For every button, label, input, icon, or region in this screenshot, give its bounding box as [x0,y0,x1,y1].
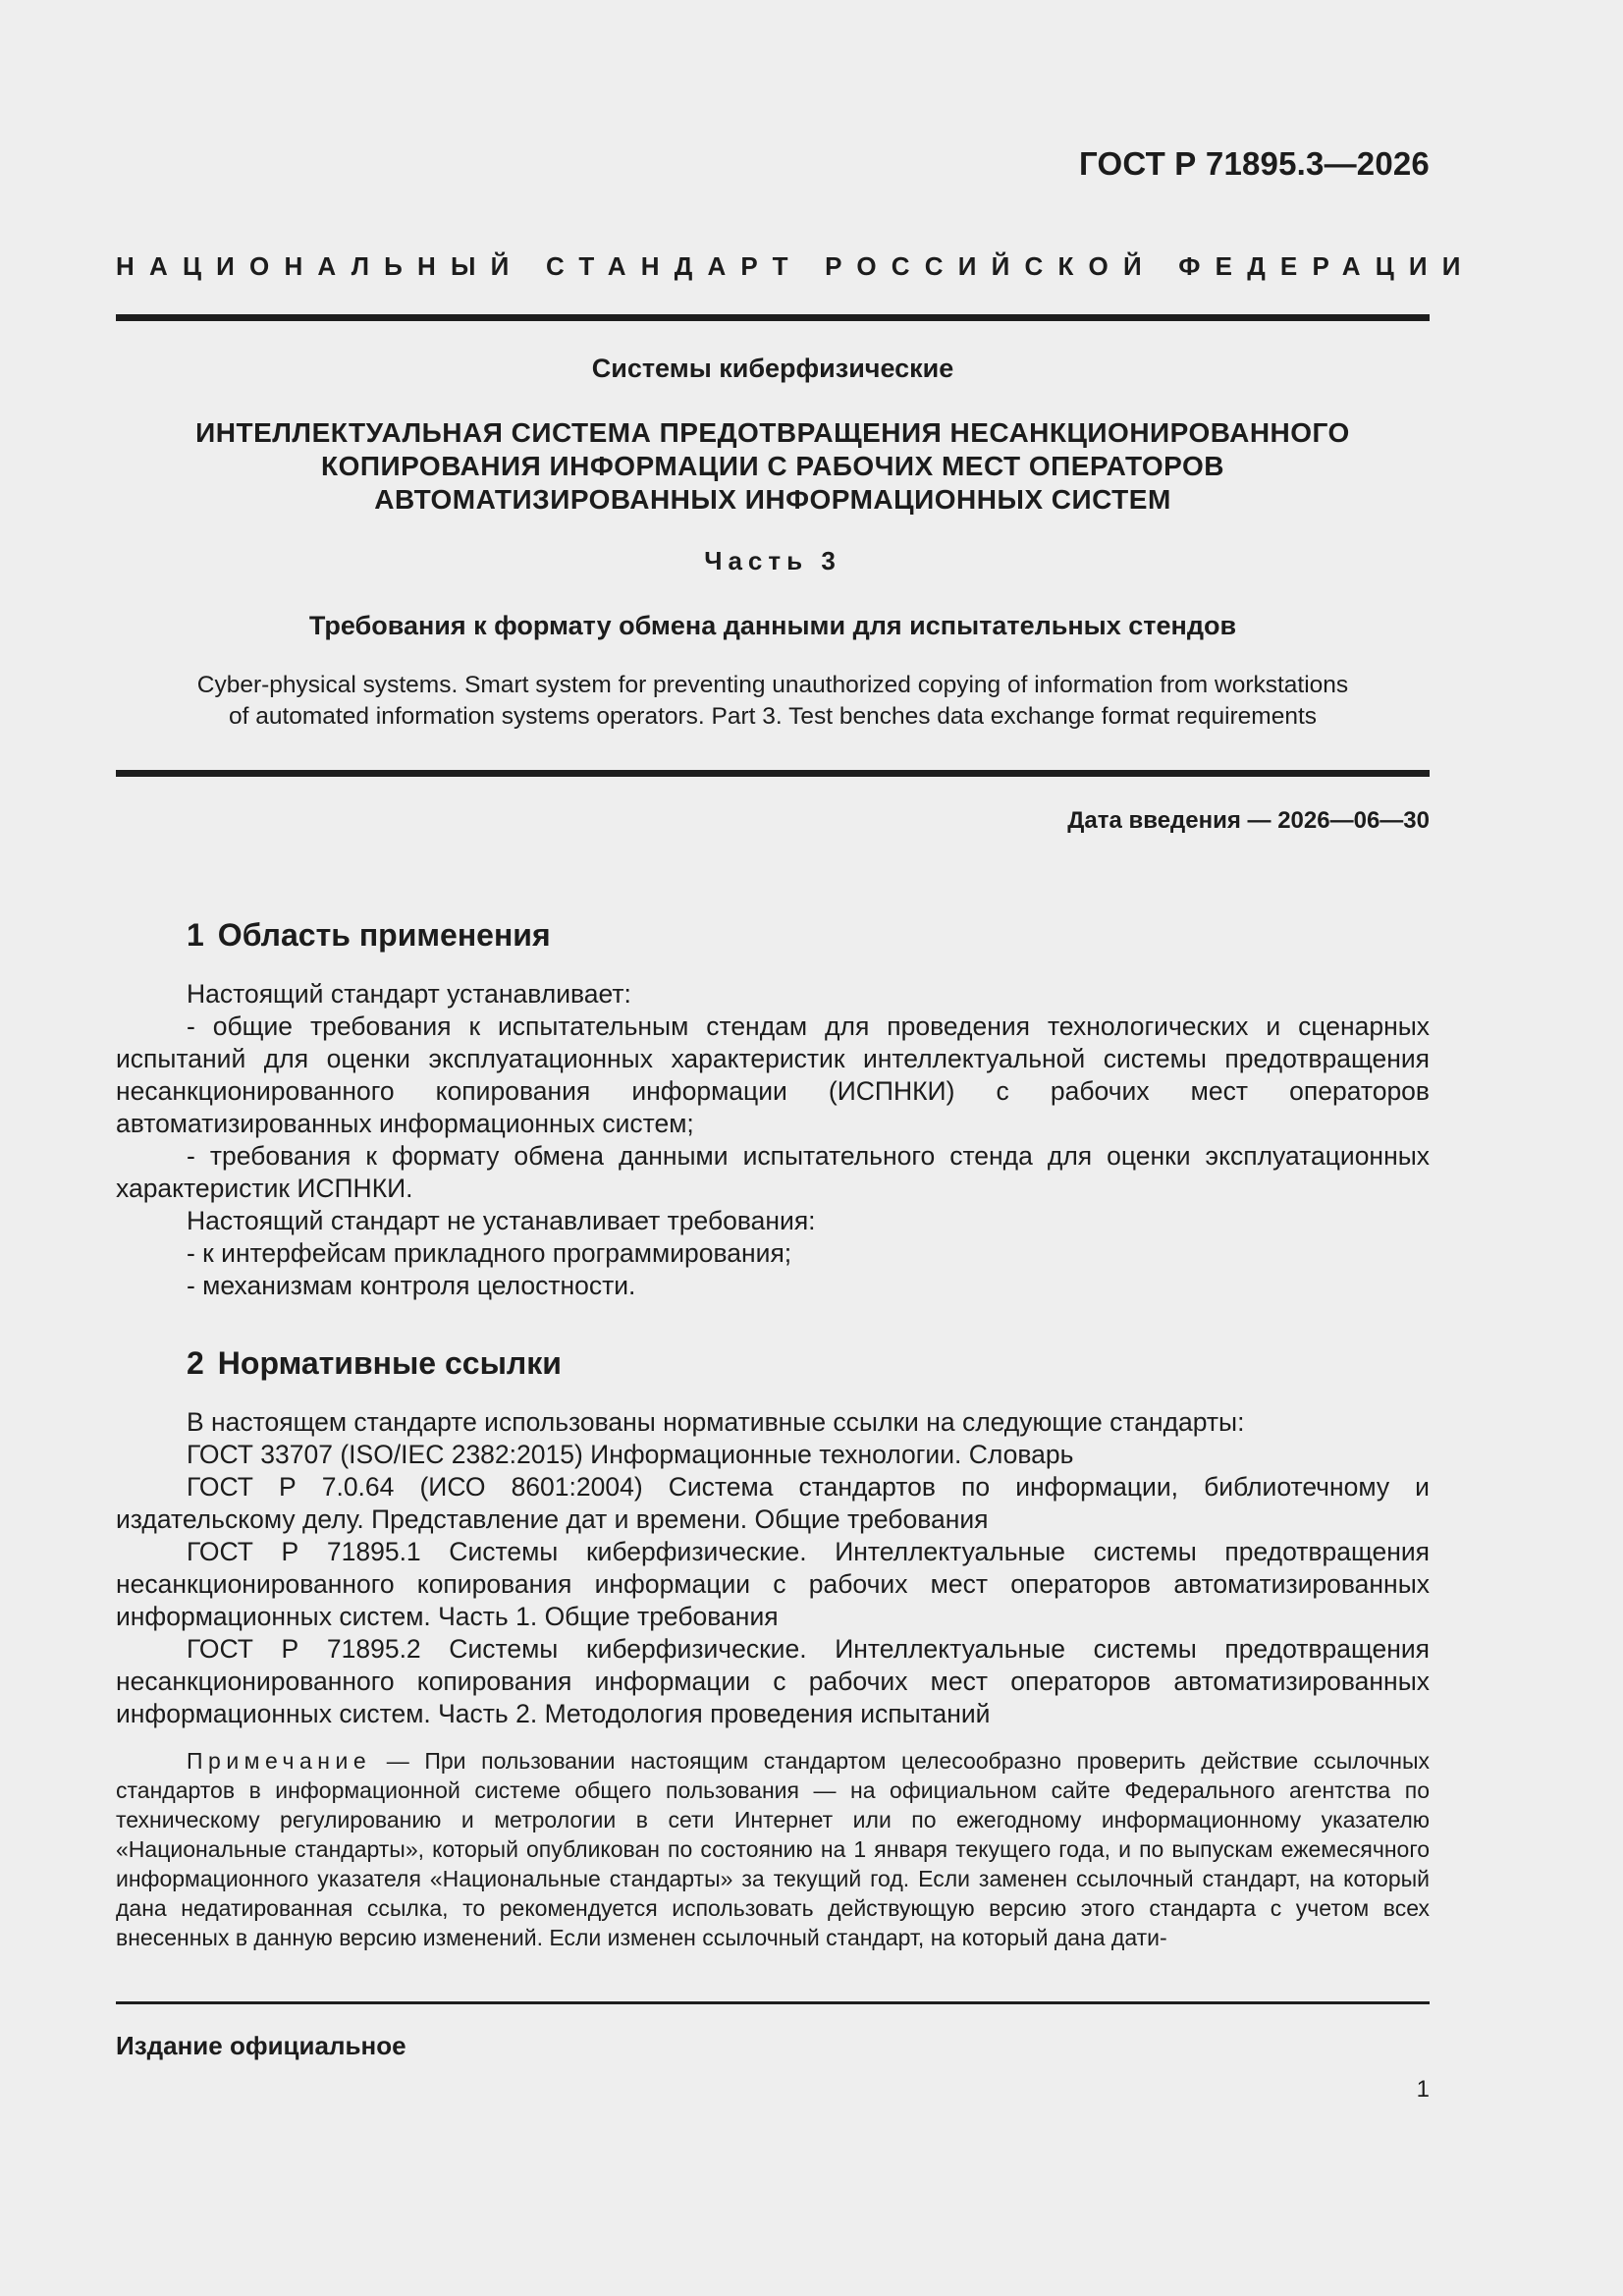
reference-entry: ГОСТ 33707 (ISO/IEC 2382:2015) Информационные технологии. Словарь [187,1440,1074,1469]
paragraph: - механизмам контроля целостности. [187,1271,636,1300]
paragraph: Настоящий стандарт не устанавливает требования: [187,1206,816,1235]
footer-rule [116,2001,1430,2004]
english-title-line: of automated information systems operators. Part 3. Test benches data exchange format requirements [228,703,1318,730]
note-text: — При пользовании настоящим стандартом целесообразно проверить действие ссылочных стандартов в информационной системе общего пользования — на официальном сайте Федерального агентства по техническому регулированию и метрологии в сети Интернет или по ежегодному информационному указателю «Национальные стандарты», который опубликован по состоянию на 1 января текущего года, и по выпускам ежемесячного информационного указателя «Национальные стандарты» за текущий год. Если заменен ссылочный стандарт, на который дана недатированная ссылка, то рекомендуется использовать действующую версию этого стандарта с учетом всех внесенных в данную версию изменений. Если изменен ссылочный стандарт, на который дана дати- [116,1748,1430,1950]
reference-entry: ГОСТ Р 71895.1 Системы киберфизические. Интеллектуальные системы предотвращения несанкционированного копирования информации с рабочих мест операторов автоматизированных информационных систем. Часть 1. Общие требования [116,1537,1430,1631]
document-number: ГОСТ Р 71895.3—2026 [1079,145,1430,182]
document-subtitle: Системы киберфизические [591,354,954,383]
document-main-title [116,416,1430,517]
document-part: Часть 3 [704,546,841,575]
paragraph: - общие требования к испытательным стендам для проведения технологических и сценарных испытаний для оценки эксплуатационных характеристик интеллектуальной системы предотвращения несанкционированного копирования информации (ИСПНКИ) с рабочих мест операторов автоматизированных информационных систем; [116,1011,1430,1138]
page-number: 1 [1416,2076,1430,2103]
paragraph: - к интерфейсам прикладного программирования; [187,1238,792,1268]
paragraph: Настоящий стандарт устанавливает: [187,979,631,1009]
english-title-line: Cyber-physical systems. Smart system for preventing unauthorized copying of information from workstations [196,672,1349,698]
section-1-body [116,978,1430,1302]
english-title [116,670,1430,733]
section-2-heading [187,1345,562,1382]
document-page [116,0,1476,2296]
section-title: Область применения [217,917,551,953]
reference-entry: ГОСТ Р 71895.2 Системы киберфизические. Интеллектуальные системы предотвращения несанкционированного копирования информации с рабочих мест операторов автоматизированных информационных систем. Часть 2. Методология проведения испытаний [116,1634,1430,1728]
section-title: Нормативные ссылки [217,1345,562,1381]
paragraph: В настоящем стандарте использованы нормативные ссылки на следующие стандарты: [187,1407,1245,1437]
reference-entry: ГОСТ Р 7.0.64 (ИСО 8601:2004) Система стандартов по информации, библиотечному и издательскому делу. Представление дат и времени. Общие требования [116,1472,1430,1534]
main-title-line: АВТОМАТИЗИРОВАННЫХ ИНФОРМАЦИОННЫХ СИСТЕМ [374,484,1171,515]
title-rule [116,770,1430,777]
main-title-line: ИНТЕЛЛЕКТУАЛЬНАЯ СИСТЕМА ПРЕДОТВРАЩЕНИЯ НЕСАНКЦИОНИРОВАННОГО [195,417,1350,448]
national-standard-header: НАЦИОНАЛЬНЫЙ СТАНДАРТ РОССИЙСКОЙ ФЕДЕРАЦИИ [116,251,1476,281]
note [116,1746,1430,1952]
section-number: 2 [187,1345,204,1381]
section-1-heading [187,917,551,954]
section-number: 1 [187,917,204,953]
section-2-body [116,1406,1430,1730]
header-rule [116,314,1430,321]
official-edition-label: Издание официальное [116,2031,406,2060]
paragraph: - требования к формату обмена данными испытательного стенда для оценки эксплуатационных характеристик ИСПНКИ. [116,1141,1430,1203]
introduction-date: Дата введения — 2026—06—30 [1067,807,1430,834]
document-part-title: Требования к формату обмена данными для испытательных стендов [308,611,1237,640]
main-title-line: КОПИРОВАНИЯ ИНФОРМАЦИИ С РАБОЧИХ МЕСТ ОПЕРАТОРОВ [321,451,1224,481]
note-label: Примечание [187,1748,372,1774]
